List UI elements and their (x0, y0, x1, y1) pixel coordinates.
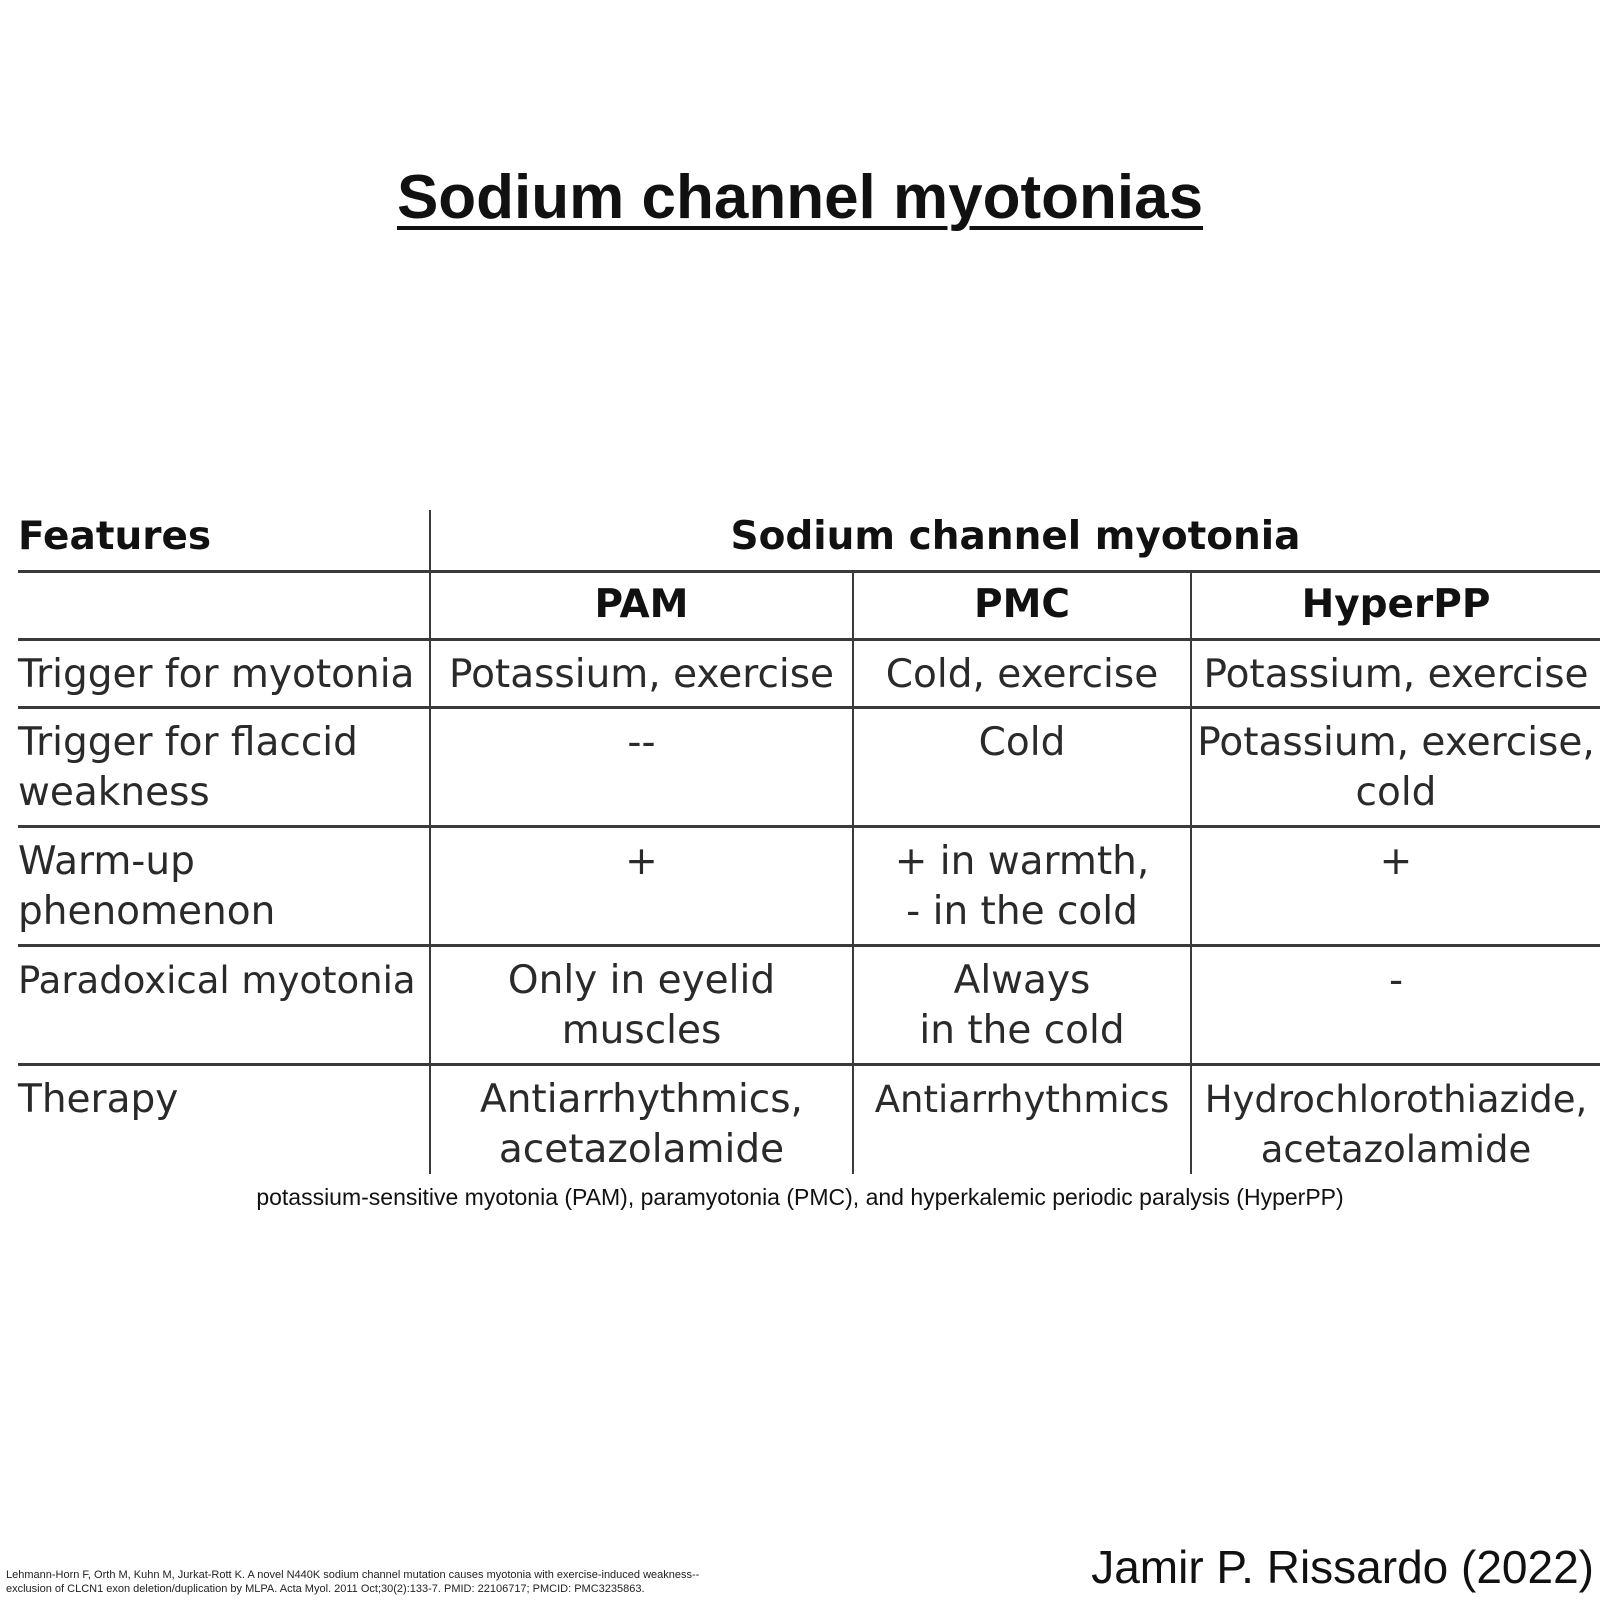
cell-pmc: Antiarrhythmics (874, 1078, 1170, 1121)
group-header: Sodium channel myotonia (730, 514, 1301, 559)
table-divider (18, 638, 1600, 641)
cell-pam: -- (627, 720, 656, 765)
reference-citation: Lehmann-Horn F, Orth M, Kuhn M, Jurkat-Rott K. A novel N440K sodium channel mutation causes myotonia with exercise-induced weakness-- exclusion of CLCN1 exon deletion/duplication by MLPA. Acta Myol. 2011 Oct;30(2):133-7. PMID: 22106717; PMCID: PMC3235863. (6, 1569, 700, 1595)
row-feature: Therapy (18, 1077, 179, 1122)
cell-pmc: + in warmth, - in the cold (894, 839, 1150, 934)
table-divider (18, 944, 1600, 947)
table-caption: potassium-sensitive myotonia (PAM), paramyotonia (PMC), and hyperkalemic periodic paralysis (HyperPP) (256, 1184, 1344, 1210)
table-divider (18, 706, 1600, 709)
column-header-pmc: PMC (973, 582, 1070, 627)
column-header-pam: PAM (594, 582, 689, 627)
row-feature: Paradoxical myotonia (18, 959, 416, 1002)
column-header-hyperpp: HyperPP (1301, 582, 1491, 627)
row-feature: Trigger for myotonia (18, 652, 415, 697)
slide-title-text: Sodium channel myotonias (396, 163, 1204, 232)
features-header: Features (18, 514, 212, 559)
cell-pmc: Always in the cold (919, 958, 1125, 1053)
table-divider (18, 1063, 1600, 1066)
row-feature: Warm-up phenomenon (18, 839, 276, 934)
cell-hyperpp: + (1379, 839, 1413, 884)
cell-pam: + (625, 839, 658, 884)
table-divider (18, 825, 1600, 828)
author-credit: Jamir P. Rissardo (2022) (1091, 1541, 1594, 1593)
cell-hyperpp: Potassium, exercise (1203, 652, 1589, 697)
cell-pam: Potassium, exercise (448, 652, 835, 697)
cell-pam: Only in eyelid muscles (507, 958, 776, 1053)
cell-hyperpp: Potassium, exercise, cold (1197, 720, 1595, 815)
table-divider (18, 570, 1600, 573)
cell-hyperpp: - (1388, 958, 1404, 1003)
row-feature: Trigger for flaccid weakness (18, 720, 358, 815)
cell-pam: Antiarrhythmics, acetazolamide (480, 1077, 803, 1172)
cell-pmc: Cold (978, 720, 1066, 765)
cell-pmc: Cold, exercise (885, 652, 1159, 697)
cell-hyperpp: Hydrochlorothiazide, acetazolamide (1204, 1078, 1588, 1171)
